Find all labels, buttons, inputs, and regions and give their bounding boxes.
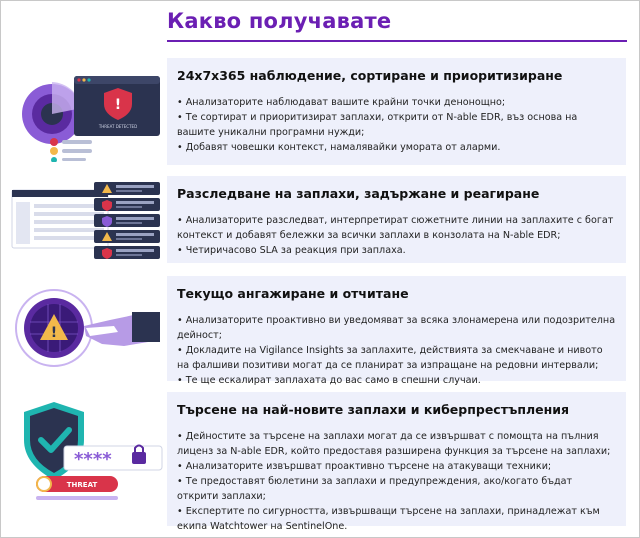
list-item: • Те ще ескалират заплахата до вас само в спешни случаи. xyxy=(177,373,616,388)
list-item: • Анализаторите разследват, интерпретират сюжетните линии на заплахите с богат контекст и добавят бележки за всички заплахи в конзолата на N-able EDR; xyxy=(177,213,616,243)
page-title: Какво получавате xyxy=(167,9,392,33)
list-item: • Те предоставят бюлетини за заплахи и предупреждения, ако/когато бъдат открити заплахи; xyxy=(177,474,616,504)
password-mask: **** xyxy=(74,449,112,470)
list-item: • Четиричасово SLA за реакция при заплаха. xyxy=(177,243,616,258)
engagement-illustration xyxy=(14,282,164,374)
investigation-illustration xyxy=(10,180,165,262)
section-monitoring xyxy=(167,58,626,165)
monitoring-illustration xyxy=(14,72,164,162)
section-engagement xyxy=(167,276,626,386)
section-investigation xyxy=(167,176,626,263)
threat-label: THREAT xyxy=(66,481,98,489)
section-heading: Търсене на най-новите заплахи и киберпрестъпления xyxy=(177,402,570,417)
list-item: • Докладите на Vigilance Insights за заплахите, действията за смекчаване и нивото на фалшиви позитиви могат да се планират за изпращане на редовни интервали; xyxy=(177,343,616,373)
svg-text:!: ! xyxy=(50,325,58,341)
bullet-list xyxy=(177,313,616,388)
alert-row-2 xyxy=(94,198,160,211)
list-item: • Те сортират и приоритизират заплахи, открити от N-able EDR, въз основа на вашите уникални програмни нужди; xyxy=(177,110,616,140)
list-item: • Експертите по сигурността, извършващи търсене на заплахи, принадлежат към екипа Watchtower на SentinelOne. xyxy=(177,504,616,534)
title-underline xyxy=(167,40,627,42)
section-heading: Разследване на заплахи, задържане и реагиране xyxy=(177,186,540,201)
threat-hunting-illustration xyxy=(14,398,164,508)
list-item: • Анализаторите проактивно ви уведомяват за всяка злонамерена или подозрителна дейност; xyxy=(177,313,616,343)
alert-row-4 xyxy=(94,230,160,243)
list-item: • Анализаторите наблюдават вашите крайни точки денонощно; xyxy=(177,95,616,110)
bullet-list xyxy=(177,95,616,155)
list-item: • Добавят човешки контекст, намалявайки умората от аларми. xyxy=(177,140,616,155)
list-item: • Дейностите за търсене на заплахи могат да се извършват с помощта на пълния лиценз за N-able EDR, който предоставя разширена функция за търсене на заплахи; xyxy=(177,429,616,459)
section-threat-hunting xyxy=(167,392,626,532)
bullet-list xyxy=(177,429,616,534)
threat-toggle-knob xyxy=(37,477,51,491)
threat-detected-caption: THREAT DETECTED xyxy=(98,124,138,129)
section-heading: 24x7x365 наблюдение, сортиране и приоритизиране xyxy=(177,68,563,83)
svg-text:!: ! xyxy=(114,97,122,113)
alert-row-5 xyxy=(94,246,160,259)
list-item: • Анализаторите извършват проактивно търсене на атакуващи техники; xyxy=(177,459,616,474)
alert-row-3 xyxy=(94,214,160,227)
alert-row-1 xyxy=(94,182,160,195)
section-heading: Текущо ангажиране и отчитане xyxy=(177,286,409,301)
bullet-list xyxy=(177,213,616,258)
